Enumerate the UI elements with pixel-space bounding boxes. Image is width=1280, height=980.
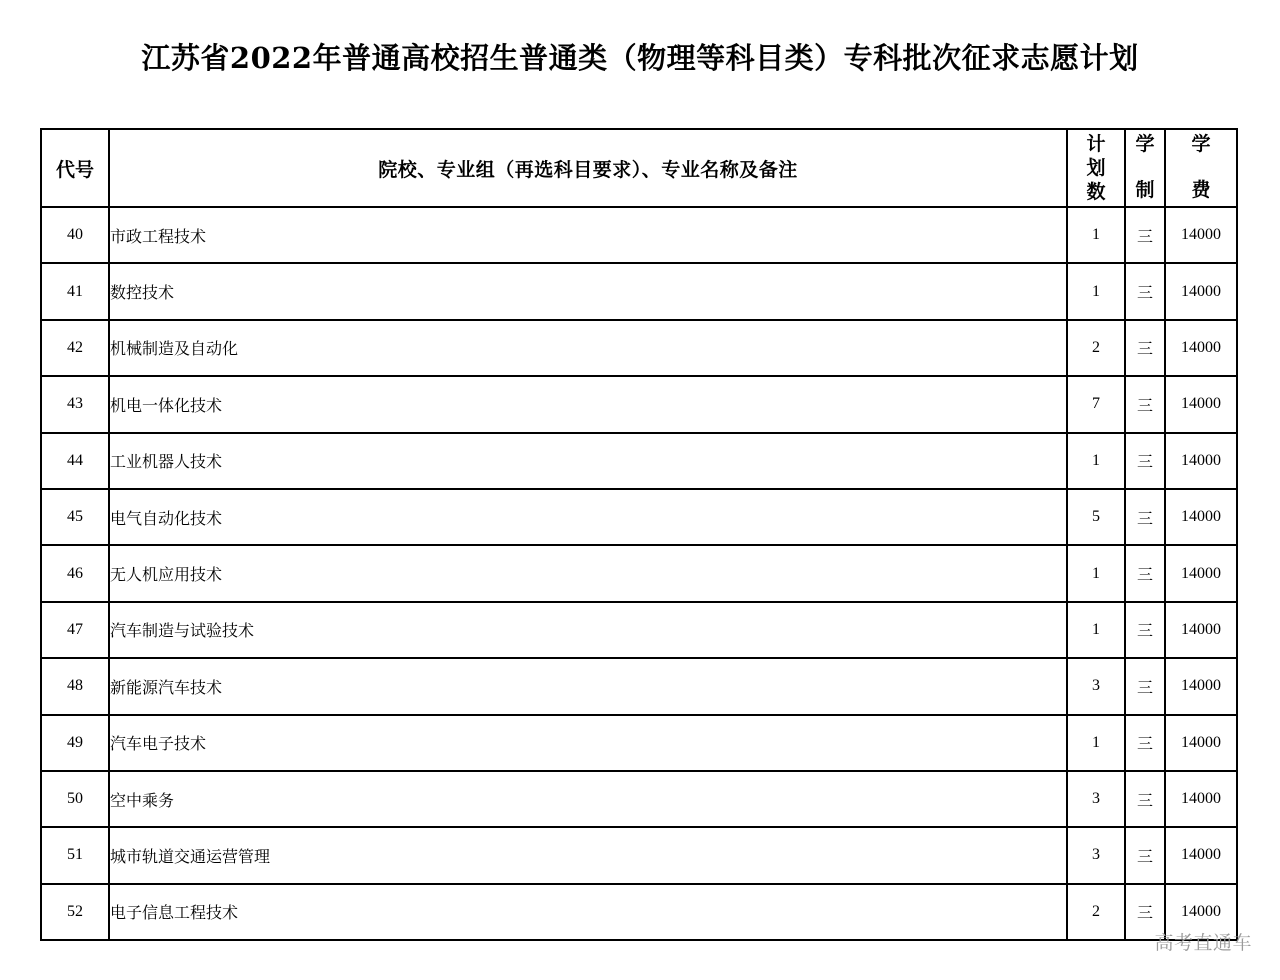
header-name: 院校、专业组（再选科目要求）、专业名称及备注 (109, 129, 1067, 207)
row-duration: 三 (1125, 884, 1165, 940)
row-code: 40 (41, 207, 109, 263)
enrollment-plan-table (40, 128, 1238, 941)
row-tuition: 14000 (1165, 489, 1237, 545)
row-major-name: 机械制造及自动化 (109, 320, 1067, 376)
row-tuition: 14000 (1165, 715, 1237, 771)
row-tuition: 14000 (1165, 376, 1237, 432)
table-row (41, 263, 1237, 319)
row-plan-count: 2 (1067, 320, 1125, 376)
table-row (41, 433, 1237, 489)
row-major-name: 城市轨道交通运营管理 (109, 827, 1067, 883)
row-major-name: 空中乘务 (109, 771, 1067, 827)
row-tuition: 14000 (1165, 433, 1237, 489)
row-code: 41 (41, 263, 109, 319)
table-row (41, 376, 1237, 432)
row-duration: 三 (1125, 602, 1165, 658)
header-tuition-char: 学 (1191, 133, 1211, 155)
table-row (41, 827, 1237, 883)
row-tuition: 14000 (1165, 545, 1237, 601)
row-duration: 三 (1125, 263, 1165, 319)
row-code: 42 (41, 320, 109, 376)
table-row (41, 715, 1237, 771)
row-major-name: 电子信息工程技术 (109, 884, 1067, 940)
row-plan-count: 1 (1067, 545, 1125, 601)
row-major-name: 电气自动化技术 (109, 489, 1067, 545)
table-row (41, 602, 1237, 658)
row-major-name: 新能源汽车技术 (109, 658, 1067, 714)
row-major-name: 工业机器人技术 (109, 433, 1067, 489)
row-duration: 三 (1125, 207, 1165, 263)
row-code: 48 (41, 658, 109, 714)
row-duration: 三 (1125, 658, 1165, 714)
row-duration: 三 (1125, 320, 1165, 376)
row-duration: 三 (1125, 827, 1165, 883)
row-code: 46 (41, 545, 109, 601)
header-code: 代号 (41, 129, 109, 207)
row-plan-count: 5 (1067, 489, 1125, 545)
row-duration: 三 (1125, 376, 1165, 432)
row-major-name: 无人机应用技术 (109, 545, 1067, 601)
row-major-name: 机电一体化技术 (109, 376, 1067, 432)
row-code: 49 (41, 715, 109, 771)
table-row (41, 545, 1237, 601)
row-code: 50 (41, 771, 109, 827)
header-tuition (1165, 129, 1237, 207)
row-duration: 三 (1125, 771, 1165, 827)
header-plan-count-char: 数 (1086, 181, 1106, 203)
row-tuition: 14000 (1165, 263, 1237, 319)
header-duration-char: 学 (1135, 133, 1155, 155)
table-header-row (41, 129, 1237, 207)
table-row (41, 884, 1237, 940)
row-plan-count: 1 (1067, 433, 1125, 489)
table-row (41, 771, 1237, 827)
table-row (41, 207, 1237, 263)
table-row (41, 658, 1237, 714)
row-plan-count: 7 (1067, 376, 1125, 432)
row-duration: 三 (1125, 433, 1165, 489)
row-tuition: 14000 (1165, 658, 1237, 714)
row-major-name: 市政工程技术 (109, 207, 1067, 263)
header-duration (1125, 129, 1165, 207)
table-row (41, 320, 1237, 376)
header-tuition-char: 费 (1191, 179, 1211, 201)
header-plan-count-char: 划 (1086, 157, 1106, 179)
row-duration: 三 (1125, 545, 1165, 601)
row-tuition: 14000 (1165, 827, 1237, 883)
row-duration: 三 (1125, 489, 1165, 545)
row-code: 47 (41, 602, 109, 658)
header-plan-count-char: 计 (1086, 133, 1106, 155)
row-plan-count: 3 (1067, 827, 1125, 883)
row-tuition: 14000 (1165, 320, 1237, 376)
header-duration-char: 制 (1135, 179, 1155, 201)
table-row (41, 489, 1237, 545)
row-tuition: 14000 (1165, 207, 1237, 263)
row-code: 45 (41, 489, 109, 545)
row-major-name: 汽车电子技术 (109, 715, 1067, 771)
row-code: 51 (41, 827, 109, 883)
row-code: 43 (41, 376, 109, 432)
watermark: 高考直通车 (1154, 932, 1252, 954)
row-code: 44 (41, 433, 109, 489)
row-plan-count: 1 (1067, 715, 1125, 771)
row-duration: 三 (1125, 715, 1165, 771)
row-major-name: 数控技术 (109, 263, 1067, 319)
row-code: 52 (41, 884, 109, 940)
row-major-name: 汽车制造与试验技术 (109, 602, 1067, 658)
row-plan-count: 3 (1067, 658, 1125, 714)
row-plan-count: 3 (1067, 771, 1125, 827)
header-plan-count (1067, 129, 1125, 207)
row-tuition: 14000 (1165, 602, 1237, 658)
row-plan-count: 1 (1067, 207, 1125, 263)
row-tuition: 14000 (1165, 771, 1237, 827)
row-plan-count: 1 (1067, 602, 1125, 658)
row-tuition: 14000 (1165, 884, 1237, 940)
row-plan-count: 2 (1067, 884, 1125, 940)
row-plan-count: 1 (1067, 263, 1125, 319)
page-title: 江苏省2022年普通高校招生普通类（物理等科目类）专科批次征求志愿计划 (141, 41, 1139, 75)
